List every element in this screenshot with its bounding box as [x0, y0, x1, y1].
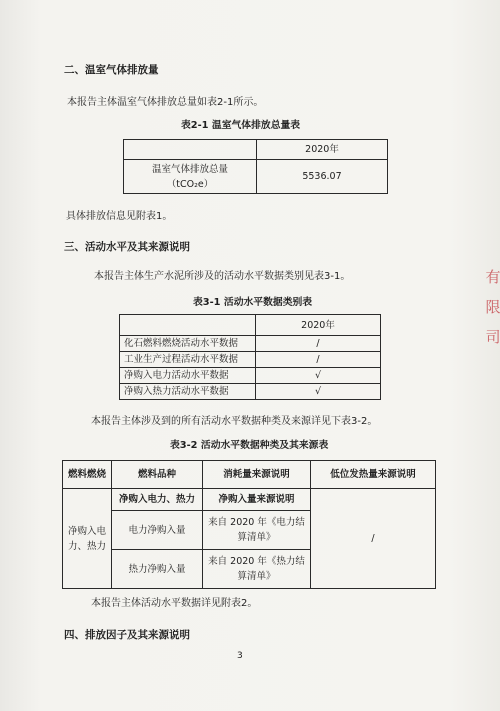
- table-header-year: 2020年: [257, 140, 388, 160]
- row-label-line-1: 温室气体排放总量: [151, 163, 228, 175]
- table-header: 消耗量来源说明: [203, 461, 311, 489]
- table-group-label: [63, 489, 112, 589]
- section-3-paragraph: 本报告主体生产水泥所涉及的活动水平数据类别见表3-1。: [94, 271, 351, 282]
- table-row-source: [203, 550, 311, 589]
- section-2-paragraph: 本报告主体温室气体排放总量如表2-1所示。: [67, 97, 264, 108]
- table-ncv-source: /: [311, 489, 436, 589]
- table-row-label: 净购入热力活动水平数据: [120, 384, 256, 400]
- table-row-label: 净购入电力活动水平数据: [120, 368, 256, 384]
- section-2-heading: 二、温室气体排放量: [64, 64, 159, 76]
- source-line-1: 来自 2020 年《电力结: [208, 517, 305, 528]
- red-seal-stamp: [482, 262, 500, 372]
- note-attached-table-1: 具体排放信息见附表1。: [66, 211, 173, 222]
- table-header: 低位发热量来源说明: [311, 461, 436, 489]
- section-4-heading: 四、排放因子及其来源说明: [64, 629, 190, 641]
- stamp-char: 有: [485, 268, 500, 286]
- table-subheader: 净购入量来源说明: [203, 489, 311, 511]
- table-mark: √: [256, 384, 381, 400]
- table-cell: [124, 140, 257, 160]
- table-mark: /: [256, 336, 381, 352]
- table-3-2: [62, 460, 436, 589]
- table-2-1-caption: 表2-1 温室气体排放总量表: [181, 120, 301, 131]
- table-3-2-intro: 本报告主体涉及到的所有活动水平数据种类及来源详见下表3-2。: [91, 416, 378, 427]
- table-row-label: 电力净购入量: [112, 511, 203, 550]
- table-header: 燃料品种: [112, 461, 203, 489]
- table-subheader: 净购入电力、热力: [112, 489, 203, 511]
- table-3-1-caption: 表3-1 活动水平数据类别表: [193, 297, 313, 308]
- table-row-label: 化石燃料燃烧活动水平数据: [120, 336, 256, 352]
- table-header: 燃料燃烧: [63, 461, 112, 489]
- table-2-1: [123, 139, 388, 194]
- table-header-year: 2020年: [256, 315, 381, 336]
- stamp-char: 限: [485, 298, 500, 316]
- table-row-label: 热力净购入量: [112, 550, 203, 589]
- table-row-label: 工业生产过程活动水平数据: [120, 352, 256, 368]
- note-attached-table-2: 本报告主体活动水平数据详见附表2。: [91, 598, 258, 609]
- stamp-char: 司: [485, 328, 500, 346]
- source-line-2: 算清单》: [237, 571, 276, 582]
- table-row-source: [203, 511, 311, 550]
- page-number: 3: [237, 651, 243, 661]
- group-label-line-1: 净购入电: [67, 525, 106, 537]
- table-row-label: [124, 160, 257, 194]
- table-mark: /: [256, 352, 381, 368]
- source-line-2: 算清单》: [237, 532, 276, 543]
- table-value: 5536.07: [257, 160, 388, 194]
- group-label-line-2: 力、热力: [67, 540, 106, 552]
- source-line-1: 来自 2020 年《热力结: [208, 556, 305, 567]
- table-cell: [120, 315, 256, 336]
- row-label-line-2: （tCO₂e）: [166, 178, 214, 190]
- table-3-1: [119, 314, 381, 400]
- section-3-heading: 三、活动水平及其来源说明: [64, 241, 190, 253]
- table-3-2-caption: 表3-2 活动水平数据种类及其来源表: [170, 440, 329, 451]
- table-mark: √: [256, 368, 381, 384]
